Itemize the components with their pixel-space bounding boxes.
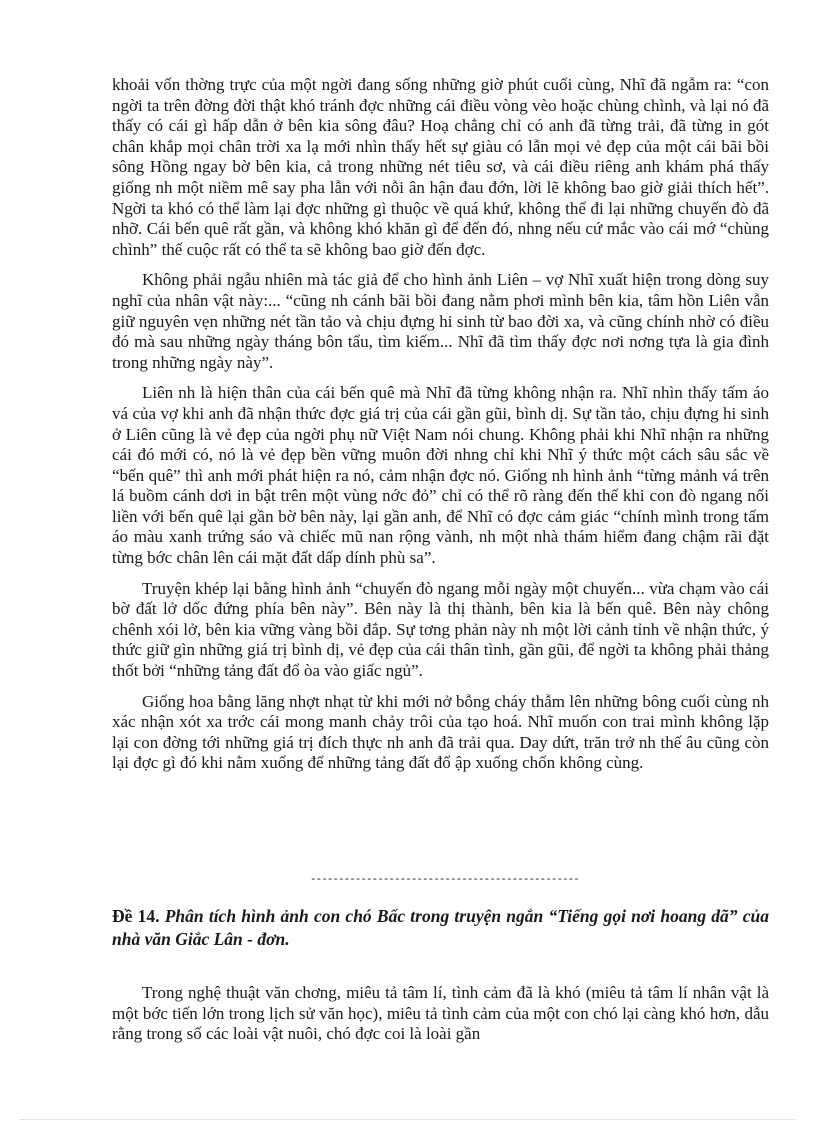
exercise-number: Đề 14. (112, 906, 160, 926)
paragraph-5: Giống hoa bằng lăng nhợt nhạt từ khi mới nở bỗng cháy thẫm lên những bông cuối cùng nh xác nhận xót xa trớc cái mong manh chảy trôi của tạo hoá. Nhĩ muốn con trai mình không lặp lại con đờng tới những giá trị đích thực nh anh đã trải qua. Day dứt, trăn trở nh thế âu cũng còn lại đợc gì đó khi nằm xuống để những tảng đất đổ ập xuống chốn không cùng. (112, 691, 769, 773)
paragraph-3: Liên nh là hiện thân của cái bến quê mà Nhĩ đã từng không nhận ra. Nhĩ nhìn thấy tấm áo vá của vợ khi anh đã nhận thức đợc giá trị của cái gần gũi, bình dị. Sự tần tảo, chịu đựng hi sinh ở Liên cũng là vẻ đẹp của ngời phụ nữ Việt Nam nói chung. Không phải khi Nhĩ nhận ra những cái đó mới có, nó là vẻ đẹp bền vững muôn đời nhng chỉ khi Nhĩ ý thức một cách sâu sắc về “bến quê” thì anh mới phát hiện ra nó, cảm nhận đợc nó. Giống nh hình ảnh “từng mảnh vá trên lá buồm cánh dơi in bật trên một vùng nớc đỏ” chỉ có thể rõ ràng đến thế khi con đò ngang nối liền với bến quê lại gần bờ bên này, lại gần anh, để Nhĩ có đợc cảm giác “chính mình trong tấm áo màu xanh trứng sáo và chiếc mũ nan rộng vành, nh một nhà thám hiểm đang chậm rãi đặt từng bớc chân lên cái mặt đất dấp dính phù sa”. (112, 383, 769, 568)
page-bottom-rule (20, 1119, 796, 1120)
paragraph-2: Không phải ngẫu nhiên mà tác giả để cho hình ảnh Liên – vợ Nhĩ xuất hiện trong dòng suy nghĩ của nhân vật này:... “cũng nh cánh bãi bồi đang nằm phơi mình bên kia, tâm hồn Liên vẫn giữ nguyên vẹn những nét tần tảo và chịu đựng hi sinh từ bao đời xa, và cũng chính nhờ có điều đó mà sau những ngày tháng bôn tẩu, tìm kiếm... Nhĩ đã tìm thấy đợc nơi nơng tựa là gia đình trong những ngày này”. (112, 270, 769, 372)
answer-text (112, 983, 769, 1045)
paragraph-4: Truyện khép lại bằng hình ảnh “chuyến đò ngang mỗi ngày một chuyến... vừa chạm vào cái bờ đất lở dốc đứng phía bên này”. Bên này là thị thành, bên kia là bến quê. Bên này chông chênh xói lở, bên kia vững vàng bồi đắp. Sự tơng phản này nh một lời cảnh tỉnh về nhận thức, ý thức giữ gìn những giá trị bình dị, vẻ đẹp của cái thân tình, gần gũi, để ngời ta không phải thảng thốt bởi “những tảng đất đổ òa vào giấc ngủ”. (112, 578, 769, 681)
exercise-heading (112, 905, 769, 951)
body-text (112, 75, 769, 774)
paragraph-1: khoải vốn thờng trực của một ngời đang sống những giờ phút cuối cùng, Nhĩ đã ngẫm ra: “con ngời ta trên đờng đời thật khó tránh đợc những cái điều vòng vèo hoặc chùng chình, và lại nó đã thấy có cái gì hấp dẫn ở bên kia sông đâu? Hoạ chẳng chỉ có anh đã từng trải, đã từng in gót chân khắp mọi chân trời xa lạ mới nhìn thấy hết sự giàu có lẫn mọi vẻ đẹp của một cái bãi bồi sông Hồng ngay bờ bên kia, cả trong những nét tiêu sơ, và cái điều riêng anh khám phá thấy giống nh một niềm mê say pha lẫn với nỗi ân hận đau đớn, lời lẽ không bao giờ giải thích hết”. Ngời ta khó có thể làm lại đợc những gì thuộc về quá khứ, không thể đi lại những chuyến đò đã nhỡ. Cái bến quê rất gần, và không khó khăn gì để đến đó, nhng nếu cứ mắc vào cái mớ “chùng chình” thế cuộc rất có thể ta sẽ không bao giờ đến đợc. (112, 75, 769, 259)
section-divider: ------------------------------------------------ (310, 874, 579, 886)
answer-paragraph: Trong nghệ thuật văn chơng, miêu tả tâm lí, tình cảm đã là khó (miêu tả tâm lí nhân vật là một bớc tiến lớn trong lịch sử văn học), miêu tả tình cảm của một con chó lại càng khó hơn, dẫu rằng trong số các loài vật nuôi, chó đợc coi là loài gần (112, 983, 769, 1044)
exercise-title: Phân tích hình ảnh con chó Bấc trong truyện ngắn “Tiếng gọi nơi hoang dã” của nhà văn Giắc Lân - đơn. (112, 906, 770, 949)
